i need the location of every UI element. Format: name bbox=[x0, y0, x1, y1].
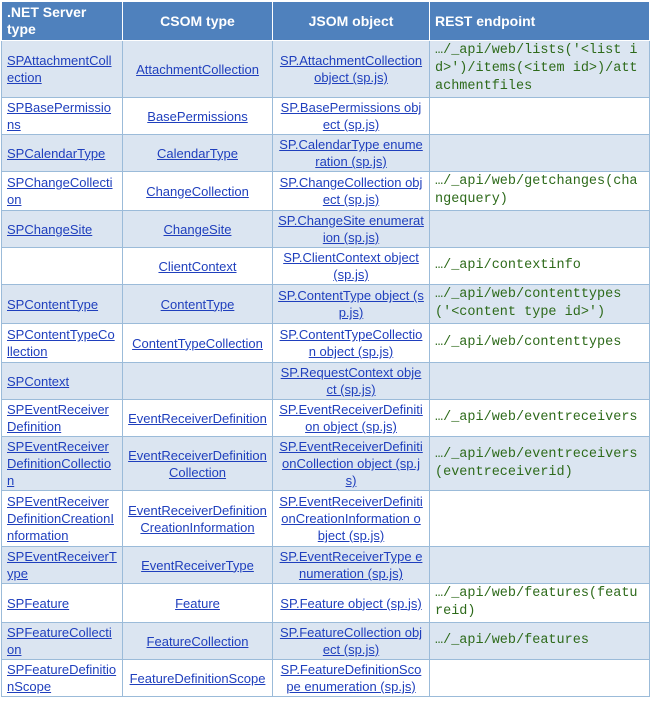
csom-type-link[interactable]: EventReceiverDefinitionCreationInformation bbox=[128, 502, 267, 535]
net-server-type-link[interactable]: SPCalendarType bbox=[7, 145, 106, 161]
table-cell-csom bbox=[123, 623, 273, 660]
csom-type-link[interactable]: ChangeSite bbox=[163, 221, 232, 237]
rest-endpoint-text: …/_api/contextinfo bbox=[435, 258, 581, 273]
rest-endpoint-text: …/_api/web/getchanges(changequery) bbox=[435, 174, 638, 207]
jsom-object-link[interactable]: SP.ChangeSite enumeration (sp.js) bbox=[278, 213, 424, 245]
table-cell-csom bbox=[123, 437, 273, 491]
net-server-type-link[interactable]: SPBasePermissions bbox=[7, 100, 112, 132]
table-row bbox=[2, 324, 650, 363]
table-cell-rest bbox=[430, 363, 650, 400]
api-mapping-table bbox=[1, 1, 650, 697]
table-cell-rest bbox=[430, 547, 650, 584]
table-cell-net bbox=[2, 584, 123, 623]
table-row bbox=[2, 285, 650, 324]
table-row bbox=[2, 211, 650, 248]
csom-type-link[interactable]: AttachmentCollection bbox=[136, 61, 259, 77]
csom-type-link[interactable]: Feature bbox=[175, 595, 220, 611]
csom-type-link[interactable]: CalendarType bbox=[157, 145, 238, 161]
jsom-object-link[interactable]: SP.AttachmentCollection object (sp.js) bbox=[279, 53, 423, 85]
csom-type-link[interactable]: ClientContext bbox=[158, 258, 237, 274]
table-cell-csom bbox=[123, 491, 273, 547]
table-cell-csom bbox=[123, 248, 273, 285]
jsom-object-link[interactable]: SP.FeatureCollection object (sp.js) bbox=[279, 625, 423, 657]
table-cell-rest bbox=[430, 623, 650, 660]
jsom-object-link[interactable]: SP.ClientContext object (sp.js) bbox=[283, 250, 419, 282]
header-csom-type: CSOM type bbox=[123, 2, 273, 41]
table-cell-jsom bbox=[273, 285, 430, 324]
net-server-type-link[interactable]: SPEventReceiverDefinitionCreationInformation bbox=[7, 494, 114, 543]
table-row bbox=[2, 135, 650, 172]
table-cell-jsom bbox=[273, 135, 430, 172]
table-cell-rest bbox=[430, 400, 650, 437]
table-cell-rest bbox=[430, 248, 650, 285]
table-cell-jsom bbox=[273, 248, 430, 285]
net-server-type-link[interactable]: SPContentTypeCollection bbox=[7, 327, 115, 359]
jsom-object-link[interactable]: SP.EventReceiverDefinitionCollection object (sp.js) bbox=[279, 439, 423, 488]
table-cell-jsom bbox=[273, 660, 430, 697]
rest-endpoint-text: …/_api/web/contenttypes bbox=[435, 335, 622, 350]
jsom-object-link[interactable]: SP.EventReceiverDefinitionCreationInformation object (sp.js) bbox=[279, 494, 423, 543]
table-cell-csom bbox=[123, 285, 273, 324]
table-cell-jsom bbox=[273, 623, 430, 660]
jsom-object-link[interactable]: SP.BasePermissions object (sp.js) bbox=[280, 100, 422, 132]
table-row bbox=[2, 98, 650, 135]
table-row bbox=[2, 547, 650, 584]
table-cell-net bbox=[2, 41, 123, 98]
net-server-type-link[interactable]: SPEventReceiverDefinition bbox=[7, 402, 109, 434]
table-cell-csom bbox=[123, 211, 273, 248]
rest-endpoint-text: …/_api/web/eventreceivers bbox=[435, 410, 638, 425]
header-jsom-object: JSOM object bbox=[273, 2, 430, 41]
table-row bbox=[2, 584, 650, 623]
table-cell-rest bbox=[430, 584, 650, 623]
table-cell-jsom bbox=[273, 172, 430, 211]
table-cell-net bbox=[2, 211, 123, 248]
jsom-object-link[interactable]: SP.ContentTypeCollection object (sp.js) bbox=[279, 327, 423, 359]
table-cell-csom bbox=[123, 98, 273, 135]
header-row bbox=[2, 2, 650, 41]
table-cell-net bbox=[2, 491, 123, 547]
csom-type-link[interactable]: EventReceiverDefinition bbox=[128, 410, 267, 426]
table-cell-net bbox=[2, 363, 123, 400]
table-row bbox=[2, 660, 650, 697]
table-cell-rest bbox=[430, 324, 650, 363]
table-row bbox=[2, 363, 650, 400]
csom-type-link[interactable]: ContentTypeCollection bbox=[132, 335, 263, 351]
jsom-object-link[interactable]: SP.CalendarType enumeration (sp.js) bbox=[279, 137, 423, 169]
table-cell-jsom bbox=[273, 400, 430, 437]
net-server-type-link[interactable]: SPEventReceiverType bbox=[7, 549, 117, 581]
table-cell-csom bbox=[123, 324, 273, 363]
net-server-type-link[interactable]: SPChangeCollection bbox=[7, 175, 113, 207]
jsom-object-link[interactable]: SP.ContentType object (sp.js) bbox=[278, 288, 424, 320]
jsom-object-link[interactable]: SP.Feature object (sp.js) bbox=[280, 595, 422, 611]
table-cell-net bbox=[2, 547, 123, 584]
csom-type-link[interactable]: FeatureDefinitionScope bbox=[129, 670, 266, 686]
table-cell-jsom bbox=[273, 324, 430, 363]
table-cell-rest bbox=[430, 135, 650, 172]
table-cell-csom bbox=[123, 584, 273, 623]
table-cell-csom bbox=[123, 41, 273, 98]
csom-type-link[interactable]: BasePermissions bbox=[147, 108, 248, 124]
table-cell-rest bbox=[430, 660, 650, 697]
header-rest-endpoint: REST endpoint bbox=[430, 2, 650, 41]
table-row bbox=[2, 172, 650, 211]
table-cell-net bbox=[2, 172, 123, 211]
table-cell-net bbox=[2, 324, 123, 363]
jsom-object-link[interactable]: SP.EventReceiverType enumeration (sp.js) bbox=[279, 549, 423, 581]
table-cell-csom bbox=[123, 135, 273, 172]
table-row bbox=[2, 491, 650, 547]
jsom-object-link[interactable]: SP.EventReceiverDefinition object (sp.js) bbox=[279, 402, 423, 434]
table-cell-net bbox=[2, 623, 123, 660]
table-row bbox=[2, 623, 650, 660]
table-row bbox=[2, 248, 650, 285]
table-cell-net bbox=[2, 437, 123, 491]
table-cell-net bbox=[2, 98, 123, 135]
table-cell-jsom bbox=[273, 584, 430, 623]
table-cell-jsom bbox=[273, 98, 430, 135]
table-cell-jsom bbox=[273, 211, 430, 248]
table-cell-jsom bbox=[273, 363, 430, 400]
table-cell-net bbox=[2, 660, 123, 697]
net-server-type-link[interactable]: SPEventReceiverDefinitionCollection bbox=[7, 439, 112, 488]
table-cell-net bbox=[2, 400, 123, 437]
table-row bbox=[2, 41, 650, 98]
table-cell-rest bbox=[430, 41, 650, 98]
table-cell-rest bbox=[430, 437, 650, 491]
table-cell-csom bbox=[123, 172, 273, 211]
table-cell-jsom bbox=[273, 491, 430, 547]
table-cell-rest bbox=[430, 98, 650, 135]
rest-endpoint-text: …/_api/web/contenttypes('<content type id>') bbox=[435, 287, 622, 320]
csom-type-link[interactable]: EventReceiverDefinitionCollection bbox=[128, 447, 267, 480]
jsom-object-link[interactable]: SP.ChangeCollection object (sp.js) bbox=[279, 175, 423, 207]
table-cell-jsom bbox=[273, 41, 430, 98]
table-cell-rest bbox=[430, 172, 650, 211]
table-row bbox=[2, 400, 650, 437]
table-cell-net bbox=[2, 285, 123, 324]
net-server-type-link[interactable]: SPAttachmentCollection bbox=[7, 53, 112, 85]
csom-type-link[interactable]: ContentType bbox=[160, 296, 235, 312]
jsom-object-link[interactable]: SP.FeatureDefinitionScope enumeration (sp.js) bbox=[280, 662, 422, 694]
rest-endpoint-text: …/_api/web/lists('<list id>')/items(<item id>)/attachmentfiles bbox=[435, 43, 638, 94]
rest-endpoint-text: …/_api/web/eventreceivers(eventreceiverid) bbox=[435, 446, 638, 480]
table-cell-csom bbox=[123, 547, 273, 584]
table-cell-net bbox=[2, 135, 123, 172]
jsom-object-link[interactable]: SP.RequestContext object (sp.js) bbox=[280, 365, 422, 397]
header-net-server-type: .NET Server type bbox=[2, 2, 123, 41]
table-cell-jsom bbox=[273, 437, 430, 491]
rest-endpoint-text: …/_api/web/features bbox=[435, 633, 589, 648]
csom-type-link[interactable]: ChangeCollection bbox=[146, 183, 249, 199]
net-server-type-link[interactable]: SPFeature bbox=[7, 595, 70, 611]
table-cell-net bbox=[2, 248, 123, 285]
table-cell-jsom bbox=[273, 547, 430, 584]
table-row bbox=[2, 437, 650, 491]
csom-type-link[interactable]: FeatureCollection bbox=[146, 633, 249, 649]
rest-endpoint-text: …/_api/web/features(featureid) bbox=[435, 586, 638, 619]
net-server-type-link[interactable]: SPFeatureCollection bbox=[7, 625, 112, 657]
net-server-type-link[interactable]: SPChangeSite bbox=[7, 221, 93, 237]
table-cell-csom bbox=[123, 363, 273, 400]
table-cell-csom bbox=[123, 660, 273, 697]
table-cell-csom bbox=[123, 400, 273, 437]
table-cell-rest bbox=[430, 491, 650, 547]
csom-type-link[interactable]: EventReceiverType bbox=[141, 557, 254, 573]
net-server-type-link[interactable]: SPContentType bbox=[7, 296, 99, 312]
table-cell-rest bbox=[430, 211, 650, 248]
net-server-type-link[interactable]: SPContext bbox=[7, 373, 70, 389]
table-cell-rest bbox=[430, 285, 650, 324]
net-server-type-link[interactable]: SPFeatureDefinitionScope bbox=[7, 662, 117, 694]
